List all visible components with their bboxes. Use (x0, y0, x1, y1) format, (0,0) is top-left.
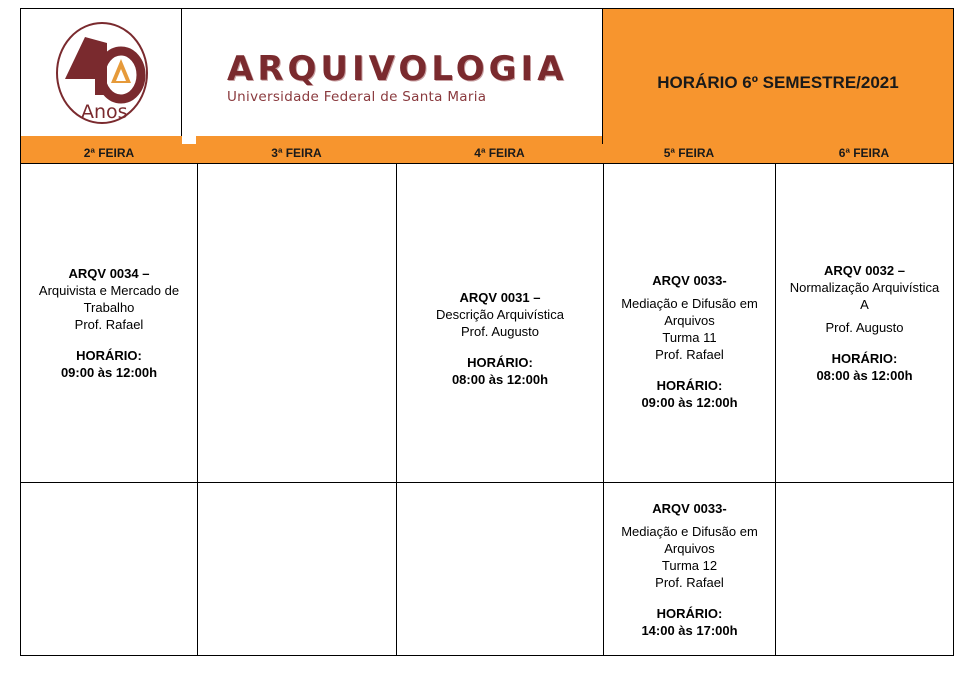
time-label: HORÁRIO: (76, 348, 142, 363)
class-professor: Prof. Rafael (655, 575, 724, 590)
anniversary-logo (51, 13, 153, 131)
semester-header (602, 8, 954, 144)
class-cell-friday (776, 164, 953, 482)
orange-strip-left (20, 136, 182, 144)
class-professor: Prof. Rafael (655, 346, 724, 362)
day-thursday: 5ª FEIRA (663, 146, 715, 160)
brand-subtitle: Universidade Federal de Santa Maria (227, 89, 487, 105)
class-code: ARQV 0032 – (824, 263, 905, 278)
time-label: HORÁRIO: (467, 354, 533, 370)
class-professor: Prof. Augusto (460, 323, 540, 339)
time-value: 08:00 às 12:00h (816, 368, 913, 383)
class-name-line: Arquivista e Mercado de (38, 283, 180, 298)
class-name-line: Descrição Arquivística (436, 306, 564, 322)
time-label: HORÁRIO: (656, 377, 723, 393)
logo-caption: Anos (81, 101, 128, 123)
class-name-line: Arquivos (664, 312, 715, 328)
class-code: ARQV 0034 – (68, 266, 150, 281)
day-wednesday: 4ª FEIRA (474, 146, 525, 160)
class-name-line: Mediação e Difusão em (621, 524, 758, 539)
class-professor: Prof. Augusto (825, 320, 904, 335)
day-tuesday: 3ª FEIRA (271, 146, 322, 160)
semester-title: HORÁRIO 6º SEMESTRE/2021 (657, 73, 899, 92)
row-divider (21, 482, 953, 483)
class-name-line: A (860, 297, 869, 312)
class-cell-thursday-1 (604, 164, 775, 482)
class-group: Turma 11 (662, 329, 717, 345)
class-name-line: Mediação e Difusão em (621, 295, 758, 311)
time-value: 09:00 às 12:00h (641, 394, 738, 410)
class-name-line: Normalização Arquivística (789, 280, 940, 295)
brand-title: ARQUIVOLOGIA (227, 49, 568, 89)
class-group: Turma 12 (661, 558, 718, 573)
class-cell-thursday-2 (604, 483, 775, 656)
time-label: HORÁRIO: (656, 606, 723, 621)
brand-box (182, 8, 602, 136)
day-friday: 6ª FEIRA (838, 146, 890, 160)
col-divider (197, 164, 198, 655)
day-monday: 2ª FEIRA (83, 146, 135, 160)
logo-box (20, 8, 182, 136)
class-code: ARQV 0033- (652, 501, 727, 516)
orange-strip-mid (196, 136, 602, 144)
weekday-header-row (20, 144, 954, 164)
class-name-line: Arquivos (664, 541, 715, 556)
time-value: 09:00 às 12:00h (60, 365, 158, 380)
class-cell-monday (21, 164, 197, 482)
time-label: HORÁRIO: (831, 351, 898, 366)
class-cell-wednesday (397, 164, 603, 482)
class-professor: Prof. Rafael (74, 317, 144, 332)
schedule-grid (20, 164, 954, 656)
time-value: 14:00 às 17:00h (641, 623, 738, 638)
class-code: ARQV 0031 – (459, 289, 541, 305)
class-name-line: Trabalho (83, 300, 135, 315)
class-code: ARQV 0033- (652, 272, 727, 288)
time-value: 08:00 às 12:00h (451, 371, 549, 387)
